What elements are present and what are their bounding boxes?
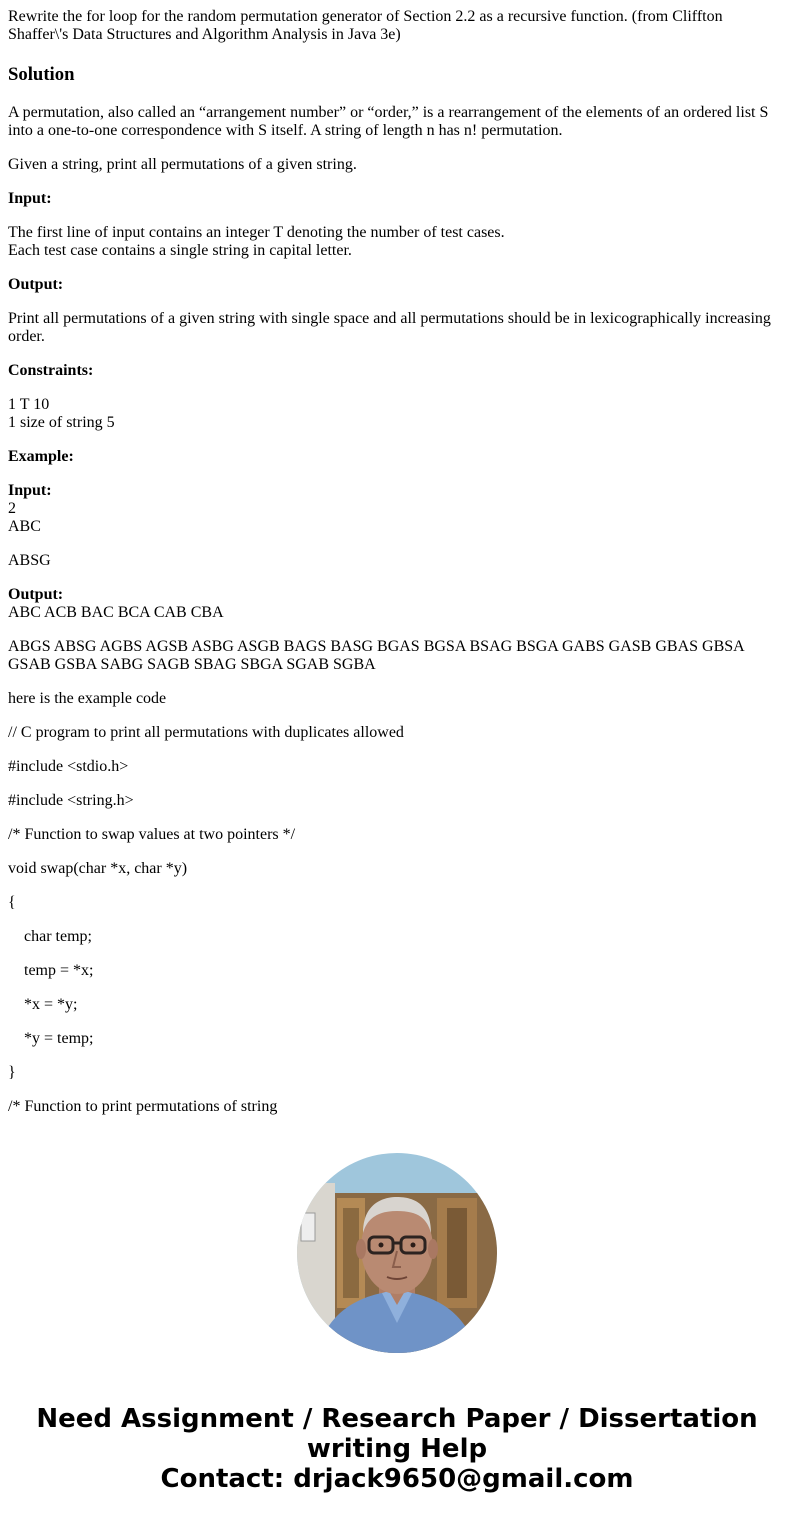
- input-line-2: Each test case contains a single string in capital letter.: [8, 242, 352, 259]
- code-line: *y = temp;: [24, 1030, 94, 1047]
- example-input-line-3: ABSG: [8, 552, 51, 569]
- input-line-1: The first line of input contains an integer T denoting the number of test cases.: [8, 224, 505, 241]
- constraint-2: 1 size of string 5: [8, 414, 115, 431]
- output-label: Output:: [8, 276, 64, 293]
- code-line: void swap(char *x, char *y): [8, 860, 188, 877]
- code-line: {: [8, 894, 16, 911]
- example-input-line-2: ABC: [8, 518, 41, 535]
- footer-contact: Contact: drjack9650@gmail.com: [160, 1464, 634, 1494]
- input-label: Input:: [8, 190, 52, 207]
- example-code-intro: here is the example code: [8, 690, 167, 707]
- code-block: [8, 724, 786, 1116]
- example-input-line-1: 2: [8, 500, 16, 517]
- example-output-label: Output:: [8, 586, 64, 603]
- footer-line-2: writing Help: [306, 1434, 488, 1464]
- output-description: Print all permutations of a given string with single space and all permutations should be in lexicographically increasing order.: [8, 310, 771, 345]
- constraint-1: 1 T 10: [8, 396, 50, 413]
- code-line: #include <string.h>: [8, 792, 134, 809]
- given-paragraph: Given a string, print all permutations of a given string.: [8, 156, 357, 173]
- footer-banner: [0, 1404, 794, 1494]
- example-output-line-1: ABC ACB BAC BCA CAB CBA: [8, 604, 224, 621]
- code-line: /* Function to print permutations of string: [8, 1098, 278, 1115]
- code-line: char temp;: [24, 928, 92, 945]
- example-output: [8, 586, 786, 622]
- code-line: /* Function to swap values at two pointers */: [8, 826, 296, 843]
- example-output-line-2: ABGS ABSG AGBS AGSB ASBG ASGB BAGS BASG BGAS BGSA BSAG BSGA GABS GASB GBAS GBSA GSAB GSBA SABG SAGB SBAG SBGA SGAB SGBA: [8, 638, 744, 673]
- input-description: [8, 224, 786, 260]
- example-label: Example:: [8, 448, 74, 465]
- person-photo-icon: [297, 1153, 497, 1353]
- code-line: temp = *x;: [24, 962, 94, 979]
- solution-heading: Solution: [8, 64, 75, 85]
- intro-paragraph: A permutation, also called an “arrangement number” or “order,” is a rearrangement of the elements of an ordered list S into a one-to-one correspondence with S itself. A string of length n has n! permutation.: [8, 104, 769, 139]
- code-line: *x = *y;: [24, 996, 78, 1013]
- constraints-label: Constraints:: [8, 362, 94, 379]
- code-line: #include <stdio.h>: [8, 758, 129, 775]
- code-line: }: [8, 1064, 16, 1081]
- example-input: [8, 482, 786, 536]
- code-line: // C program to print all permutations with duplicates allowed: [8, 724, 404, 741]
- author-avatar: [297, 1153, 497, 1353]
- constraints-list: [8, 396, 786, 432]
- question-text: Rewrite the for loop for the random permutation generator of Section 2.2 as a recursive function. (from Cliffton Shaffer\'s Data Structures and Algorithm Analysis in Java 3e): [8, 8, 723, 43]
- example-input-label: Input:: [8, 482, 52, 499]
- footer-line-1: Need Assignment / Research Paper / Dissertation: [36, 1404, 758, 1434]
